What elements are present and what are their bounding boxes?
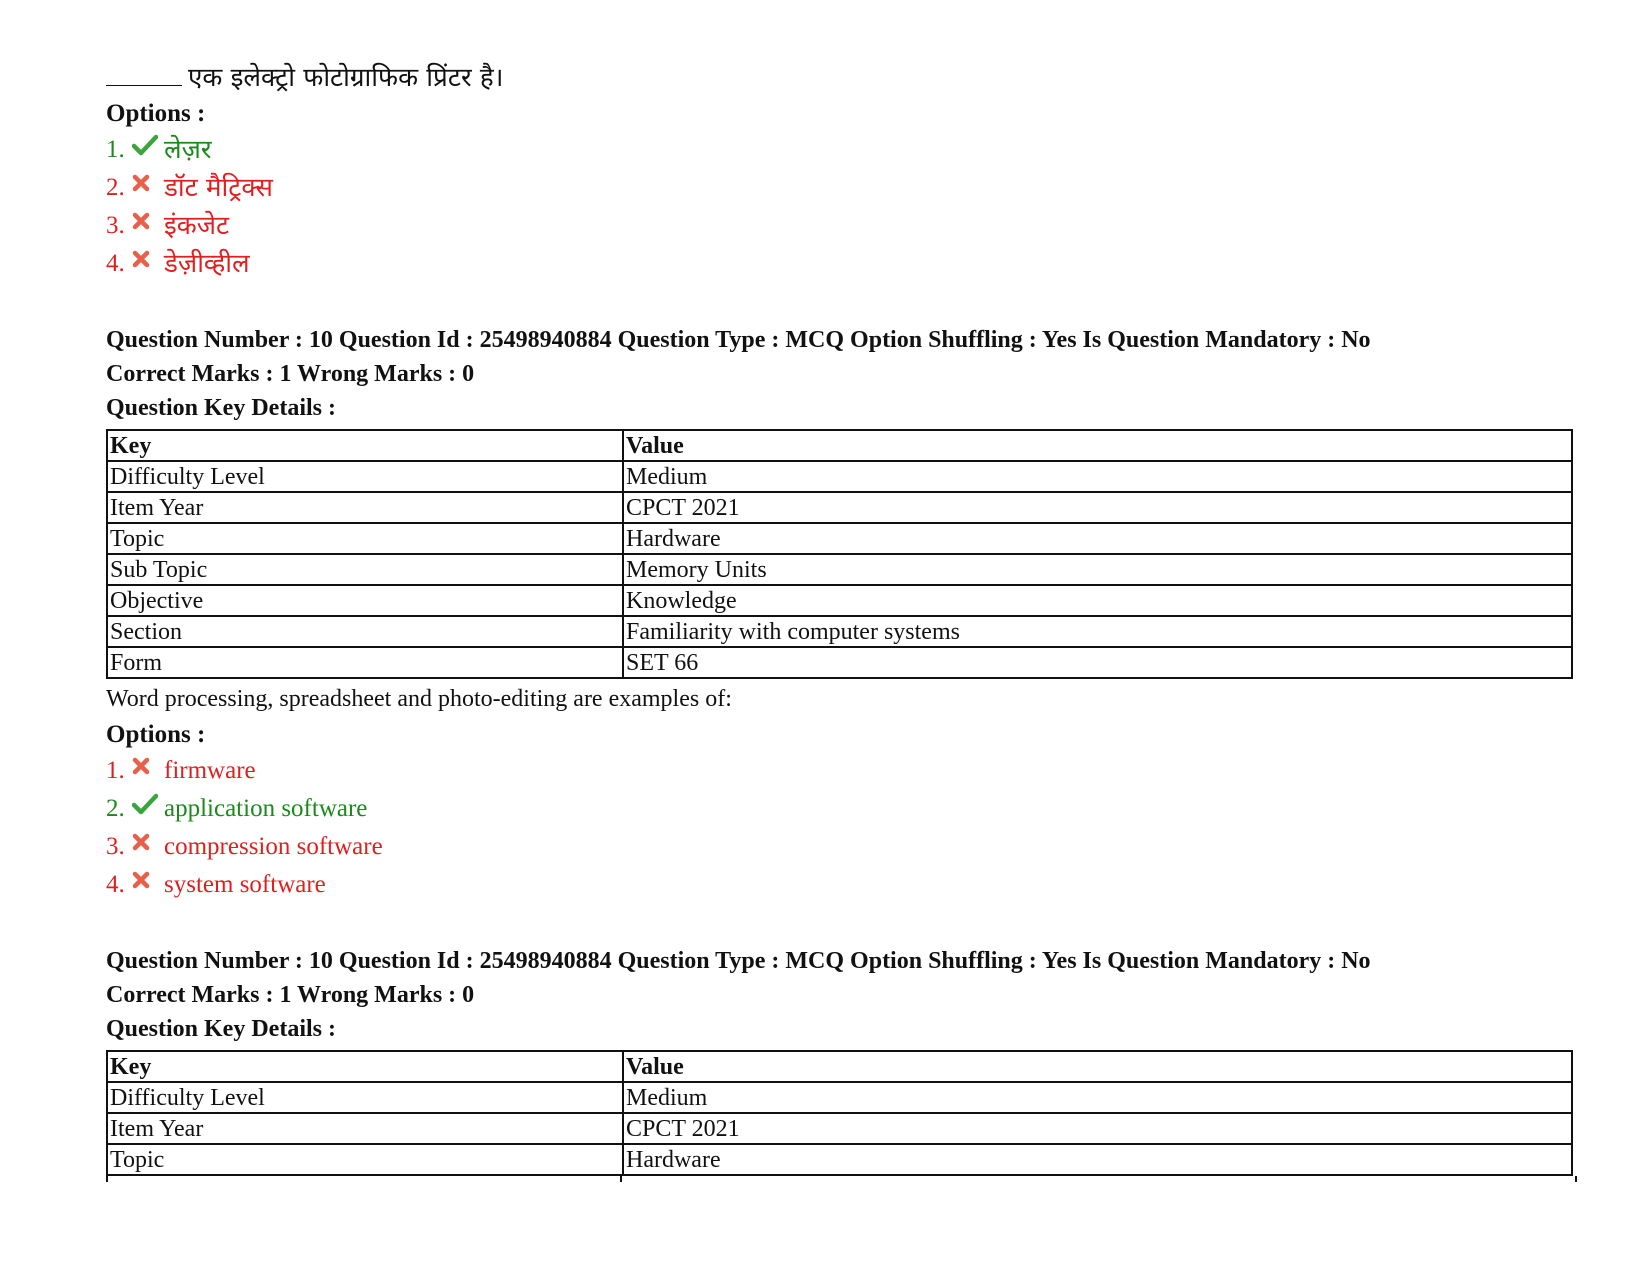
table-header-row — [107, 430, 1572, 461]
option-item — [106, 752, 1576, 790]
row-value: Familiarity with computer systems — [623, 616, 1572, 647]
option-item — [106, 866, 1576, 904]
option-number: 3. — [106, 833, 125, 860]
option-number: 2. — [106, 795, 125, 822]
table-row — [107, 585, 1572, 616]
table-header-row — [107, 1051, 1572, 1082]
option-item — [106, 131, 1576, 169]
row-key: Section — [107, 616, 623, 647]
table-row — [107, 492, 1572, 523]
options-list — [106, 131, 1576, 283]
cross-icon — [132, 833, 164, 851]
row-key: Item Year — [107, 1113, 623, 1144]
key-details-table — [106, 1050, 1573, 1176]
key-details-heading: Question Key Details : — [106, 395, 336, 421]
question-text: Word processing, spreadsheet and photo-editing are examples of: — [106, 686, 732, 712]
row-key: Difficulty Level — [107, 461, 623, 492]
options-label: Options : — [106, 721, 206, 748]
row-key: Topic — [107, 1144, 623, 1175]
cross-icon — [132, 757, 164, 775]
header-value: Value — [623, 1051, 1572, 1082]
question-info-line: Question Number : 10 Question Id : 25498940884 Question Type : MCQ Option Shuffling : Yes Is Question Mandatory : No — [106, 327, 1371, 353]
option-item — [106, 207, 1576, 245]
row-value: CPCT 2021 — [623, 492, 1572, 523]
option-text: लेज़र — [164, 135, 212, 165]
table-row — [107, 616, 1572, 647]
table-row — [107, 1082, 1572, 1113]
option-number: 4. — [106, 250, 125, 277]
option-text: इंकजेट — [164, 211, 230, 241]
answer-blank — [106, 65, 182, 86]
marks-line: Correct Marks : 1 Wrong Marks : 0 — [106, 361, 475, 387]
question-info-line: Question Number : 10 Question Id : 25498940884 Question Type : MCQ Option Shuffling : Yes Is Question Mandatory : No — [106, 948, 1371, 974]
row-value: SET 66 — [623, 647, 1572, 678]
question-text — [106, 60, 1576, 96]
marks-line: Correct Marks : 1 Wrong Marks : 0 — [106, 982, 475, 1008]
row-key: Form — [107, 647, 623, 678]
table-row — [107, 554, 1572, 585]
table-row — [107, 647, 1572, 678]
row-key: Sub Topic — [107, 554, 623, 585]
option-text: डेज़ीव्हील — [164, 249, 250, 279]
key-details-heading: Question Key Details : — [106, 1016, 336, 1042]
option-text: डॉट मैट्रिक्स — [164, 173, 273, 203]
cross-icon — [132, 871, 164, 889]
row-value: Hardware — [623, 1144, 1572, 1175]
table-row — [107, 1144, 1572, 1175]
option-number: 1. — [106, 136, 125, 163]
row-value: Medium — [623, 1082, 1572, 1113]
option-text: compression software — [164, 833, 383, 860]
row-value: CPCT 2021 — [623, 1113, 1572, 1144]
option-number: 4. — [106, 871, 125, 898]
table-row — [107, 461, 1572, 492]
question-meta — [106, 944, 1576, 1046]
option-item — [106, 245, 1576, 283]
table-continuation — [106, 1176, 1577, 1182]
row-value: Medium — [623, 461, 1572, 492]
option-number: 1. — [106, 757, 125, 784]
option-item — [106, 790, 1576, 828]
key-details-table — [106, 429, 1573, 679]
option-item — [106, 828, 1576, 866]
column-divider — [620, 1176, 622, 1182]
option-number: 3. — [106, 212, 125, 239]
option-number: 2. — [106, 174, 125, 201]
header-key: Key — [107, 430, 623, 461]
table-row — [107, 1113, 1572, 1144]
cross-icon — [132, 212, 164, 230]
check-icon — [132, 134, 164, 156]
row-value: Hardware — [623, 523, 1572, 554]
options-list — [106, 752, 1576, 904]
check-icon — [132, 793, 164, 815]
cross-icon — [132, 174, 164, 192]
question-meta — [106, 323, 1576, 425]
option-text: system software — [164, 871, 326, 898]
row-key: Difficulty Level — [107, 1082, 623, 1113]
document-page — [106, 60, 1576, 1182]
header-value: Value — [623, 430, 1572, 461]
table-row — [107, 523, 1572, 554]
row-key: Objective — [107, 585, 623, 616]
question-text-body: एक इलेक्ट्रो फोटोग्राफिक प्रिंटर है। — [188, 63, 504, 93]
option-item — [106, 169, 1576, 207]
row-value: Memory Units — [623, 554, 1572, 585]
cross-icon — [132, 250, 164, 268]
option-text: application software — [164, 795, 368, 822]
row-key: Item Year — [107, 492, 623, 523]
option-text: firmware — [164, 757, 256, 784]
header-key: Key — [107, 1051, 623, 1082]
row-key: Topic — [107, 523, 623, 554]
row-value: Knowledge — [623, 585, 1572, 616]
options-label: Options : — [106, 100, 206, 127]
